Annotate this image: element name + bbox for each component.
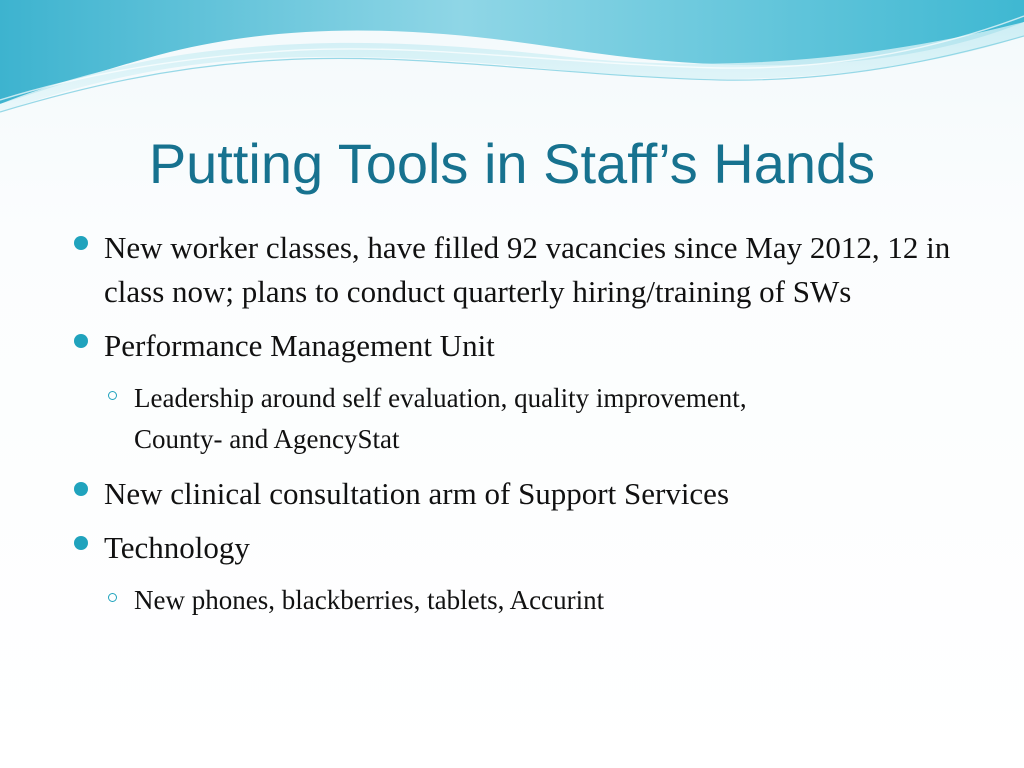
sub-list-item [134, 580, 834, 621]
filled-bullet-icon [74, 482, 88, 496]
filled-bullet-icon [74, 536, 88, 550]
list-item-text: Performance Management Unit [104, 328, 495, 363]
list-item-text: Technology [104, 530, 250, 565]
list-item [104, 226, 974, 314]
hollow-bullet-icon [108, 593, 117, 602]
filled-bullet-icon [74, 236, 88, 250]
list-item [104, 526, 974, 570]
sub-list-item [134, 378, 834, 460]
list-item-text: New worker classes, have filled 92 vacancies since May 2012, 12 in class now; plans to conduct quarterly hiring/training of SWs [104, 230, 951, 309]
wave-header-decoration [0, 0, 1024, 130]
list-item [104, 472, 974, 516]
sub-list-item-text: Leadership around self evaluation, quality improvement, County- and AgencyStat [134, 383, 747, 454]
filled-bullet-icon [74, 334, 88, 348]
sub-list-item-text: New phones, blackberries, tablets, Accurint [134, 585, 605, 615]
bullet-list [0, 226, 1024, 633]
list-item [104, 324, 974, 368]
hollow-bullet-icon [108, 391, 117, 400]
slide-title: Putting Tools in Staff’s Hands [148, 132, 876, 195]
list-item-text: New clinical consultation arm of Support Services [104, 476, 730, 511]
